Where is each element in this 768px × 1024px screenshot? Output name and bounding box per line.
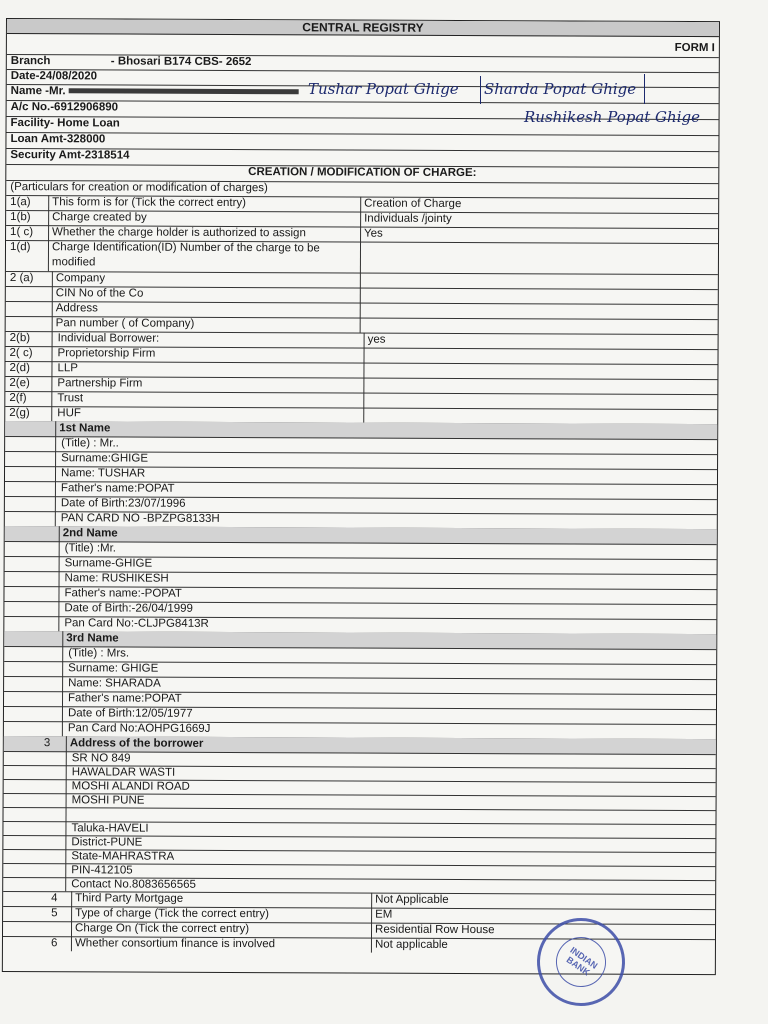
borrower-heading: 1st Name bbox=[59, 422, 111, 435]
row-label: LLP bbox=[57, 362, 78, 375]
row-value: Creation of Charge bbox=[364, 197, 462, 210]
row-number: 6 bbox=[50, 937, 58, 950]
row-number: 2(d) bbox=[9, 362, 30, 375]
row-number: 2(e) bbox=[9, 377, 30, 390]
handwritten-divider bbox=[644, 74, 645, 104]
row-label: Charge On (Tick the correct entry) bbox=[75, 922, 250, 936]
borrower-pan: PAN CARD NO -BPZPG8133H bbox=[60, 512, 220, 525]
row-label: This form is for (Tick the correct entry) bbox=[52, 196, 247, 210]
row-value: Not Applicable bbox=[375, 893, 449, 906]
branch-value: - Bhosari B174 CBS- 2652 bbox=[110, 55, 252, 69]
section-title: CREATION / MODIFICATION OF CHARGE: bbox=[248, 166, 477, 180]
date-value: Date-24/08/2020 bbox=[10, 70, 98, 83]
borrower-name: Name: SHARADA bbox=[68, 677, 161, 690]
handwritten-name: Tushar Popat Ghige bbox=[308, 80, 459, 98]
row-number: 1(b) bbox=[10, 211, 31, 224]
address-text: District-PUNE bbox=[71, 836, 143, 849]
row-number: 4 bbox=[51, 892, 58, 905]
borrower-title: (Title) :Mr. bbox=[64, 542, 117, 555]
address-heading: Address of the borrower bbox=[69, 737, 204, 750]
name-redaction bbox=[69, 88, 299, 94]
borrower-heading: 2nd Name bbox=[62, 527, 118, 540]
facility-value: Facility- Home Loan bbox=[10, 117, 120, 130]
row-number: 3 bbox=[43, 737, 51, 750]
row-value: Individuals /jointy bbox=[364, 212, 452, 225]
row-label: Whether consortium finance is involved bbox=[74, 937, 276, 951]
row-label: Third Party Mortgage bbox=[75, 892, 184, 905]
borrower-dob: Date of Birth:12/05/1977 bbox=[67, 707, 193, 720]
row-label: Pan number ( of Company) bbox=[55, 317, 195, 330]
row-number: 2( c) bbox=[9, 347, 33, 360]
registry-title: CENTRAL REGISTRY bbox=[302, 20, 424, 35]
borrower-pan: Pan Card No:AOHPG1669J bbox=[67, 722, 211, 735]
borrower-heading: 3rd Name bbox=[66, 632, 119, 645]
row-label: Proprietorship Firm bbox=[57, 347, 156, 360]
address-text: MOSHI ALANDI ROAD bbox=[71, 780, 190, 793]
address-text: State-MAHRASTRA bbox=[71, 850, 175, 863]
borrower-dob: Date of Birth:23/07/1996 bbox=[60, 497, 186, 510]
borrower-father: Father's name:-POPAT bbox=[64, 587, 182, 600]
security-amount: Security Amt-2318514 bbox=[10, 149, 130, 162]
borrower-title: (Title) : Mr.. bbox=[61, 437, 119, 450]
row-number: 2(g) bbox=[9, 407, 30, 420]
borrower-pan: Pan Card No:-CLJPG8413R bbox=[64, 617, 209, 630]
address-text: SR NO 849 bbox=[71, 752, 131, 765]
row-number: 2 (a) bbox=[9, 272, 34, 285]
row-label-continued: modified bbox=[51, 256, 96, 269]
borrower-dob: Date of Birth:-26/04/1999 bbox=[64, 602, 193, 615]
handwritten-name: Rushikesh Popat Ghige bbox=[524, 108, 700, 126]
address-text: PIN-412105 bbox=[71, 864, 133, 877]
row-label: Type of charge (Tick the correct entry) bbox=[75, 907, 269, 921]
row-label: Individual Borrower: bbox=[57, 332, 160, 345]
borrower-surname: Surname: GHIGE bbox=[68, 662, 159, 675]
charge-row bbox=[6, 240, 718, 275]
row-label: HUF bbox=[57, 407, 81, 420]
row-label: Partnership Firm bbox=[57, 377, 143, 390]
loan-amount: Loan Amt-328000 bbox=[10, 133, 106, 146]
row-label: CIN No of the Co bbox=[55, 287, 144, 300]
row-value: Not applicable bbox=[374, 938, 448, 951]
row-label: Whether the charge holder is authorized to assign bbox=[52, 226, 306, 240]
row-label: Trust bbox=[57, 392, 84, 405]
row-number: 2(f) bbox=[9, 392, 27, 405]
row-value: Residential Row House bbox=[374, 923, 495, 937]
address-text: Taluka-HAVELI bbox=[71, 822, 149, 835]
row-value: EM bbox=[375, 908, 393, 921]
address-text: HAWALDAR WASTI bbox=[71, 766, 176, 779]
borrower-title: (Title) : Mrs. bbox=[68, 647, 130, 660]
branch-label: Branch bbox=[10, 55, 51, 68]
stamp-center: INDIAN BANK bbox=[546, 927, 616, 997]
row-value: Yes bbox=[364, 227, 383, 240]
row-label: Address bbox=[55, 302, 98, 315]
row-number: 1( c) bbox=[10, 226, 34, 239]
row-number: 1(a) bbox=[10, 196, 31, 209]
borrower-father: Father's name:POPAT bbox=[68, 692, 182, 705]
row-number: 1(d) bbox=[9, 241, 31, 254]
borrower-surname: Surname:GHIGE bbox=[61, 452, 149, 465]
row-label: Charge created by bbox=[52, 211, 147, 224]
borrower-name: Name: TUSHAR bbox=[60, 467, 146, 480]
borrower-father: Father's name:POPAT bbox=[60, 482, 175, 495]
row-label: Company bbox=[55, 272, 106, 285]
handwritten-divider bbox=[480, 76, 481, 104]
address-text: MOSHI PUNE bbox=[71, 794, 145, 807]
name-label: Name -Mr. bbox=[10, 85, 66, 98]
row-number: 2(b) bbox=[9, 332, 31, 345]
row-label: Charge Identification(ID) Number of the charge to be bbox=[51, 241, 320, 255]
row-number: 5 bbox=[51, 907, 58, 920]
row-value: yes bbox=[367, 333, 386, 346]
handwritten-name: Sharda Popat Ghige bbox=[484, 80, 637, 98]
form-label: FORM I bbox=[674, 41, 715, 55]
borrower-name: Name: RUSHIKESH bbox=[64, 572, 169, 585]
address-text: Contact No.8083656565 bbox=[71, 878, 196, 891]
account-number: A/c No.-6912906890 bbox=[10, 101, 119, 114]
borrower-surname: Surname-GHIGE bbox=[64, 557, 153, 570]
form-sheet bbox=[2, 18, 720, 975]
particulars-note: (Particulars for creation or modification of charges) bbox=[10, 181, 268, 195]
